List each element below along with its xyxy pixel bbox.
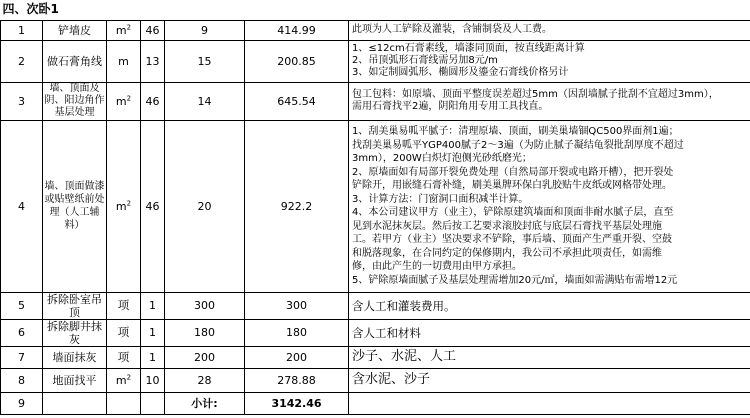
item-unit: $m^2$ — [107, 82, 141, 120]
table-row — [1, 346, 750, 368]
item-name: 墙、顶面做漆或贴壁纸前处理（人工辅料） — [43, 120, 107, 292]
item-description: 含人工和灌装费用。 — [349, 292, 750, 319]
row-number: 9 — [1, 392, 43, 414]
item-description: 1、≤12cm石膏素线，墙漆同顶面，按直线距离计算 2、吊顶弧形石膏线需另加8元/m 3、如定制圆弧形、椭圆形及鎏金石膏线价格另计 — [349, 40, 750, 82]
item-qty: 46 — [141, 20, 165, 40]
table-row — [1, 82, 750, 120]
section-title-row — [1, 0, 750, 20]
item-price: 28 — [165, 368, 245, 392]
table-row — [1, 292, 750, 319]
item-amount: 180 — [245, 319, 349, 346]
item-qty: 13 — [141, 40, 165, 82]
table-row — [1, 40, 750, 82]
item-name: 墙、顶面及阴、阳边角作基层处理 — [44, 83, 105, 118]
item-price: 300 — [165, 292, 245, 319]
item-qty: 1 — [141, 319, 165, 346]
row-number: 7 — [1, 346, 43, 368]
table-row — [1, 20, 750, 40]
item-unit: $m^2$ — [107, 368, 141, 392]
item-unit: 项 — [107, 346, 141, 368]
table-row — [1, 368, 750, 392]
item-qty: 46 — [141, 120, 165, 292]
item-price: 14 — [165, 82, 245, 120]
item-name: 拆除脚井抹灰 — [43, 319, 107, 346]
item-name: 墙面抹灰 — [43, 346, 107, 368]
item-price: 200 — [165, 346, 245, 368]
row-number: 2 — [1, 40, 43, 82]
item-amount: 200 — [245, 346, 349, 368]
item-price: 180 — [165, 319, 245, 346]
item-name: 铲墙皮 — [43, 20, 107, 40]
item-qty: 10 — [141, 368, 165, 392]
row-number: 1 — [1, 20, 43, 40]
row-number: 5 — [1, 292, 43, 319]
item-name: 地面找平 — [43, 368, 107, 392]
subtotal-amount: 3142.46 — [245, 392, 349, 414]
row-number: 3 — [1, 82, 43, 120]
item-name: 做石膏角线 — [43, 40, 107, 82]
subtotal-row — [1, 392, 750, 414]
item-unit: 项 — [107, 319, 141, 346]
row-number: 6 — [1, 319, 43, 346]
item-unit: m — [107, 40, 141, 82]
item-description: 包工包料：如原墙、顶面平整度误差超过5mm（因刮墙腻子批刮不宜超过3mm）， 需用石膏找平2遍，阴阳角用专用工具找直。 — [349, 82, 750, 120]
row-number: 8 — [1, 368, 43, 392]
item-description: 含水泥、沙子 — [349, 368, 750, 392]
item-qty: 1 — [141, 346, 165, 368]
item-description: 1、刮美巢易呱平腻子：清理原墙、顶面，刷美巢墙锢QC500界面剂1遍； 找刮美巢易呱平YGP400腻子2～3遍（为防止腻子凝结龟裂批刮厚度不超过 3mm），200W白炽灯泡侧光砂纸磨光； 2、原墙面如有局部开裂免费处理（自然局部开裂或电路开槽），把开裂处 铲除开，用嵌缝石膏补缝，刷美巢牌环保白乳胶贴牛皮纸或网格带处理。 3、计算方法：门窗洞口面积减半计算。 4、本公司建议甲方（业主），铲除原建筑墙面和顶面非耐水腻子层，直至 见到水泥抹灰层。然后按工艺要求滚胶封底与底层石膏找平基层处理施 工。若甲方（业主）坚决要求不铲除，事后墙、顶面产生严重开裂、空鼓 和脱落现象，在合同约定的保修期内，我公司不承担此项责任，如需维 修，由此产生的一切费用由甲方承担。 5、铲除原墙面腻子及基层处理需增加20元/㎡，墙面如需满贴布需增12元 — [349, 120, 750, 292]
item-price: 20 — [165, 120, 245, 292]
item-description: 含人工和材料 — [349, 319, 750, 346]
item-amount: 922.2 — [245, 120, 349, 292]
item-amount: 278.88 — [245, 368, 349, 392]
item-name: 拆除卧室吊顶 — [43, 292, 107, 319]
item-unit: $m^2$ — [107, 120, 141, 292]
item-price: 15 — [165, 40, 245, 82]
table-row — [1, 120, 750, 292]
item-amount: 645.54 — [245, 82, 349, 120]
section-title: 四、次卧1 — [2, 2, 59, 17]
item-amount: 200.85 — [245, 40, 349, 82]
item-amount: 300 — [245, 292, 349, 319]
item-unit: 项 — [107, 292, 141, 319]
subtotal-label: 小计: — [165, 392, 245, 414]
item-price: 9 — [165, 20, 245, 40]
item-qty: 1 — [141, 292, 165, 319]
item-amount: 414.99 — [245, 20, 349, 40]
item-description: 此项为人工铲除及灌装，含铺制袋及人工费。 — [349, 20, 750, 40]
row-number: 4 — [1, 120, 43, 292]
item-qty: 46 — [141, 82, 165, 120]
item-description: 沙子、水泥、人工 — [349, 346, 750, 368]
item-unit: $m^2$ — [107, 20, 141, 40]
table-row — [1, 319, 750, 346]
